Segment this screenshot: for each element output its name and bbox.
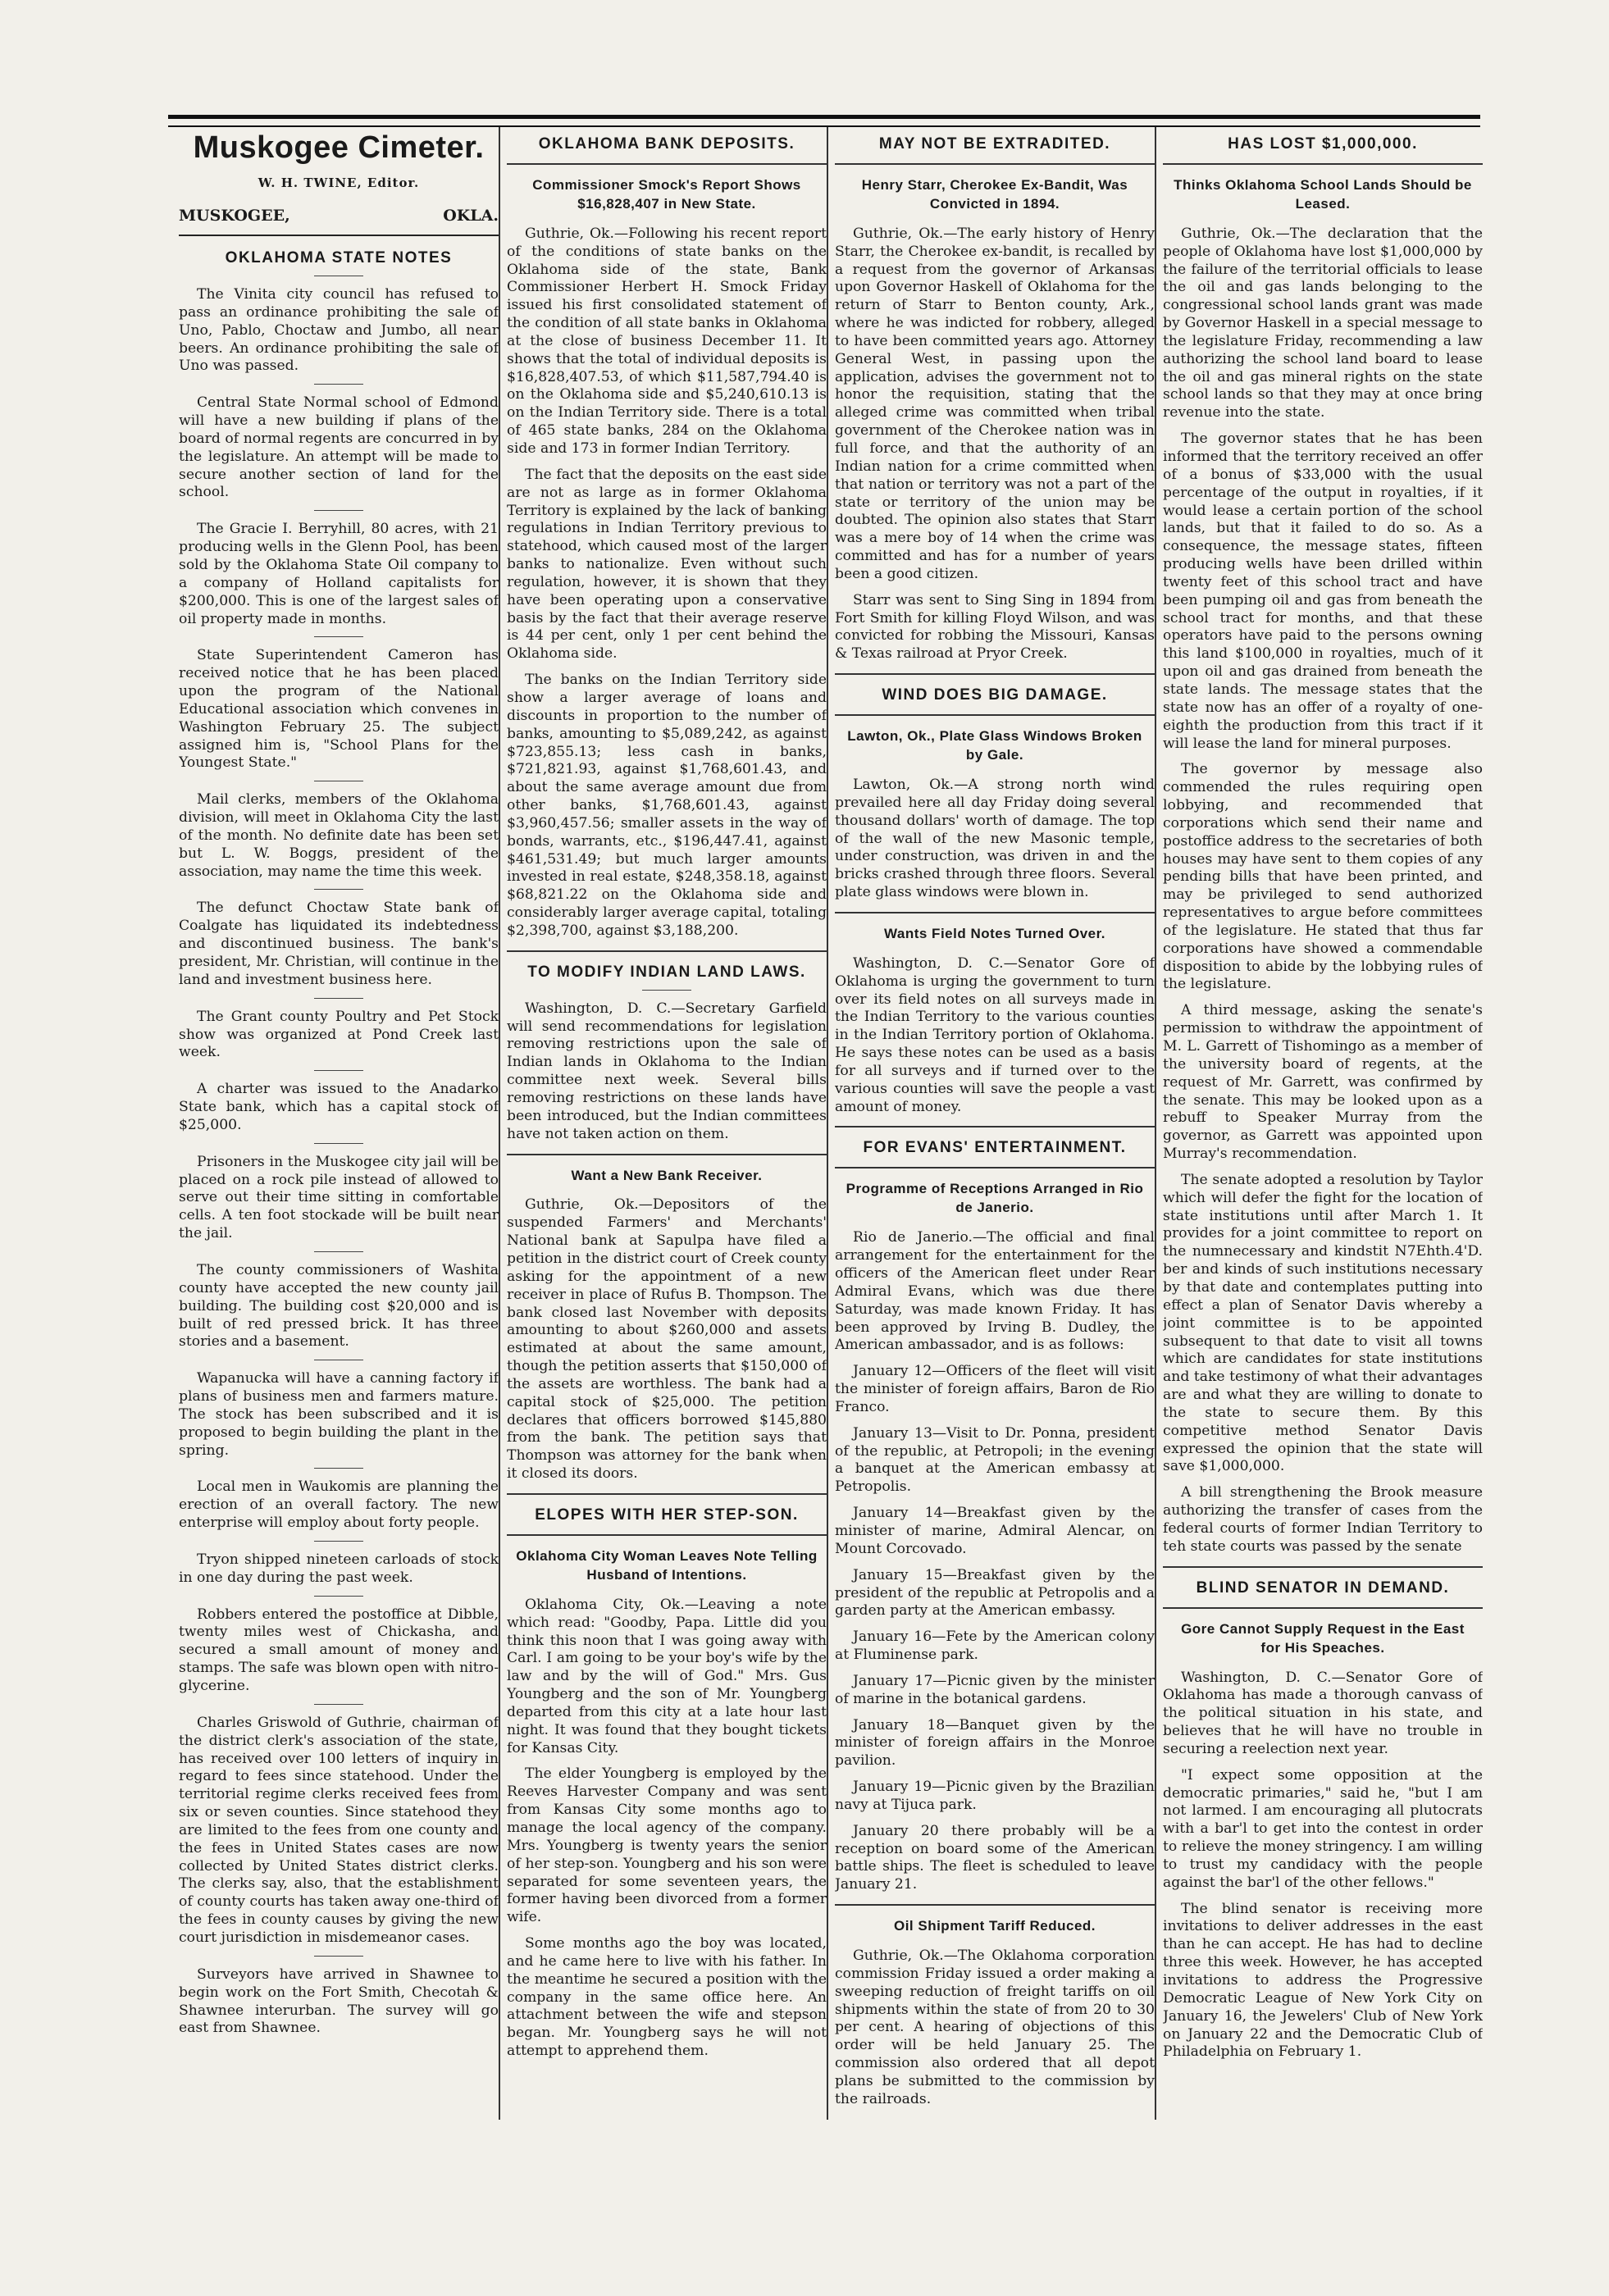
separator [835, 163, 1155, 165]
column-4 [1163, 127, 1483, 2144]
wind-damage-heading: WIND DOES BIG DAMAGE. [882, 686, 1108, 704]
article-body [835, 955, 1155, 1117]
state-note: Mail clerks, members of the Oklahoma division, will meet in Oklahoma City the last of the month. No definite date has been set but L. W. Boggs, president of the association, may name the time this week. [179, 791, 499, 880]
separator [314, 1541, 363, 1542]
separator [314, 1956, 363, 1957]
state-note: Surveyors have arrived in Shawnee to begin work on the Fort Smith, Checotah & Shawnee interurban. The survey will go east from Shawnee. [179, 1966, 499, 2037]
article-paragraph: Some months ago the boy was located, and he came here to live with his father. In the meantime he secured a position with the company in the same office here. An attachment between the wife and stepson began. Mr. Youngberg says he will not attempt to apprehend them. [507, 1935, 827, 2060]
blind-senator-heading: BLIND SENATOR IN DEMAND. [1196, 1578, 1450, 1597]
article-body [1163, 1670, 1483, 2062]
separator [642, 990, 691, 991]
lost-million-heading: HAS LOST $1,000,000. [1228, 135, 1418, 153]
elopes-heading: ELOPES WITH HER STEP-SON. [535, 1506, 799, 1524]
article-paragraph: January 13—Visit to Dr. Ponna, president of the republic, at Petropoli; in the evening a banquet at the American embassy at Petropolis. [835, 1424, 1155, 1496]
article-paragraph: A third message, asking the senate's permission to withdraw the appointment of M. L. Garrett of Tishomingo as a member of the university board of regents, at the request of Mr. Garrett, was confirmed by the senate. This may be looked upon as a rebuff to Speaker Murray from the governor, as Garrett was appointed upon Murray's recommendation. [1163, 1002, 1483, 1163]
extradited-subheading: Henry Starr, Cherokee Ex-Bandit, Was Convicted in 1894. [861, 177, 1128, 212]
state-note: Tryon shipped nineteen carloads of stock in one day during the past week. [179, 1551, 499, 1586]
evans-subheading: Programme of Receptions Arranged in Rio de Janerio. [846, 1181, 1144, 1216]
article-body [835, 1947, 1155, 2109]
article-paragraph: Washington, D. C.—Senator Gore of Oklahoma is urging the government to turn over its field notes on all surveys made in the Indian Territory to the various counties in the Indian Territory portion of Oklahoma. He says these notes can be used as a basis for all surveys and if turned over to the various counties will save the people a vast amount of money. [835, 954, 1155, 1115]
separator [507, 163, 827, 165]
wind-damage-subheading: Lawton, Ok., Plate Glass Windows Broken by Gale. [847, 728, 1142, 763]
article-body [835, 1229, 1155, 1894]
article-paragraph: Guthrie, Ok.—Depositors of the suspended Farmers' and Merchants' National bank at Sapulpa have filed a petition in the district court of Creek county asking for the appointment of a new receiver in place of Rufus B. Thompson. The bank closed last November with deposits amounting to about $260,000 and assets estimated at about the same amount, though the petition asserts that $150,000 of the assets are worthless. The bank had a capital stock of $25,000. The petition declares that officers borrowed $145,880 from the bank. The petition says that Thompson was attorney for the bank when it closed its doors. [507, 1196, 827, 1483]
column-3 [835, 127, 1155, 2144]
evans-heading: FOR EVANS' ENTERTAINMENT. [863, 1139, 1127, 1157]
separator [1163, 163, 1483, 165]
article-paragraph: The elder Youngberg is employed by the Reeves Harvester Company and was sent from Kansas City some months ago to manage the local agency of the company. Mrs. Youngberg is twenty years the senior of her step-son. Youngberg and his son were separated for some seventeen years, the former having been divorced from a former wife. [507, 1765, 827, 1926]
separator [507, 950, 827, 952]
article-paragraph: The banks on the Indian Territory side show a larger average of loans and discounts in proportion to the number of banks, amounting to $5,089,242, as against $723,855.13; less cash in banks, $721,821.93, against $1,768,601.43, and about the same average amount due from other banks, $1,768,601.43, against $3,960,457.56; smaller assets in the way of bonds, warrants, etc., $196,447.41, against $461,531.49; but much larger amounts invested in real estate, $248,358.18, against $68,821.22 on the Oklahoma side and considerably larger average capital, totaling $2,398,700, against $3,188,200. [507, 672, 827, 939]
separator [1163, 1607, 1483, 1609]
separator [314, 1143, 363, 1144]
dateline-place: MUSKOGEE, [179, 207, 290, 225]
state-notes-list [179, 286, 499, 2038]
article-paragraph: The senate adopted a resolution by Taylor which will defer the fight for the location of state institutions until after March 1. It provides for a joint committee to report on the numnecessary and kindstit N7Ehth.4'D. ber and kinds of such institutions necessary by that date and contemplates putting into effect a plan of Senator Davis whereby a joint committee is to be appointed subsequent to that date to visit all towns which are candidates for state institutions and take testimony of what their advantages are and what they are willing to donate to the state to secure them. By this competitive method Senator Davis expressed the opinion that the state will save $1,000,000. [1163, 1171, 1483, 1475]
article-body [1163, 226, 1483, 1556]
state-note: Local men in Waukomis are planning the erection of an overall factory. The new enterprise will employ about forty people. [179, 1478, 499, 1532]
column-rule [499, 127, 500, 2120]
state-note: Prisoners in the Muskogee city jail will be placed on a rock pile instead of allowed to serve out their time sitting in comfortable cells. A ten foot stockade will be built near the jail. [179, 1153, 499, 1242]
field-notes-subheading: Wants Field Notes Turned Over. [883, 925, 1106, 941]
state-note: The Grant county Poultry and Pet Stock show was organized at Pond Creek last week. [179, 1008, 499, 1061]
state-note: State Superintendent Cameron has received notice that he has been placed upon the program of the National Educational association which convenes in Washington February 25. The subject assigned him is, "School Plans for the Youngest State." [179, 647, 499, 772]
article-paragraph: January 20 there probably will be a reception on board some of the American battle ships. The fleet is scheduled to leave January 21. [835, 1822, 1155, 1893]
article-paragraph: January 18—Banquet given by the minister of foreign affairs in the Monroe pavilion. [835, 1716, 1155, 1770]
article-paragraph: The governor states that he has been informed that the territory received an offer of a bonus of $33,000 with the usual percentage of the output in royalties, if it would lease a certain portion of the school lands, but that it failed to do so. As a consequence, the message states, fifteen producing wells have been drilled within twenty feet of this school tract and have been pumping oil and gas from beneath the school tract for months, and that these operators have paid to the persons owning this land $100,000 in royalties, much of it upon oil and gas drained from beneath the state lands. The message states that the state now has an offer of a royalty of one-eighth the production from this tract if it will lease the land for mineral purposes. [1163, 430, 1483, 752]
separator [835, 714, 1155, 716]
separator [314, 1704, 363, 1705]
separator [314, 510, 363, 511]
separator [314, 1070, 363, 1071]
separator [314, 1596, 363, 1597]
article-paragraph: Guthrie, Ok.—The early history of Henry Starr, the Cherokee ex-bandit, is recalled by a request from the governor of Arkansas upon Governor Haskell of Oklahoma for the return of Starr to Benton county, Ark., where he was indicted for robbery, alleged to have been committed years ago. Attorney General West, in passing upon the application, advises the government not to honor the requisition, stating that the alleged crime was committed when tribal government of the Cherokee nation was in full force, and that the authority of an Indian nation for a crime committed when that nation or territory was not a part of the state or territory of the union may be doubted. The opinion also states that Starr was a mere boy of 14 when the crime was committed and has for a number of years been a good citizen. [835, 225, 1155, 582]
separator [314, 384, 363, 385]
bank-deposits-subheading: Commissioner Smock's Report Shows $16,828,407 in New State. [532, 177, 801, 212]
state-notes-heading: OKLAHOMA STATE NOTES [225, 249, 453, 266]
article-paragraph: Guthrie, Ok.—The declaration that the people of Oklahoma have lost $1,000,000 by the failure of the territorial officials to lease the oil and gas lands belonging to the congressional school lands grant was made by Governor Haskell in a special message to the legislature Friday, recommending a law authorizing the school land board to lease the oil and gas mineral rights on the state school lands so that they may at once bring revenue into the state. [1163, 225, 1483, 421]
article-paragraph: January 19—Picnic given by the Brazilian navy at Tijuca park. [835, 1779, 1155, 1813]
article-paragraph: Oklahoma City, Ok.—Leaving a note which read: "Goodby, Papa. Little did you think this noon that I was going away with Carl. I am going to be your boy's wife by the law and by the will of God." Mrs. Gus Youngberg and the son of Mr. Youngberg departed from this city at a late hour last night. It was found that they bought tickets for Kansas City. [507, 1596, 827, 1756]
oil-tariff-subheading: Oil Shipment Tariff Reduced. [893, 1918, 1096, 1934]
blind-senator-subheading: Gore Cannot Supply Request in the East for His Speaches. [1181, 1620, 1465, 1656]
article-paragraph: The fact that the deposits on the east side are not as large as in former Oklahoma Territory is explained by the lack of banking regulations in Indian Territory previous to statehood, which caused most of the larger banks to nationalize. Even without such regulation, however, it is shown that they have been operating upon a conservative basis by the fact that their average reserve is 44 per cent, only 1 per cent behind the Oklahoma side. [507, 466, 827, 663]
state-note: The Vinita city council has refused to pass an ordinance prohibiting the sale of Uno, Pablo, Choctaw and Jumbo, all near beers. An ordinance prohibiting the sale of Uno was passed. [179, 286, 499, 375]
state-note: Charles Griswold of Guthrie, chairman of the district clerk's association of the state, has received over 100 letters of inquiry in regard to fees since statehood. Under the territorial regime clerks received fees from six or seven counties. Since statehood they are limited to the fees from one county and the fees in United States cases are now collected by United States district clerks. The clerks say, also, that the establishment of county courts has taken away one-third of the fees in county causes by giving the new court jurisdiction in misdemeanor cases. [179, 1714, 499, 1946]
article-body [835, 226, 1155, 663]
state-note: Central State Normal school of Edmond will have a new building if plans of the board of normal regents are concurred in by the legislature. An attempt will be made to secure another section of land for the school. [179, 394, 499, 501]
column-rule [827, 127, 828, 2120]
column-1 [179, 127, 499, 2144]
article-paragraph: Washington, D. C.—Senator Gore of Oklahoma has made a thorough canvass of the political situation in his state, and believes that he will have no trouble in securing a reelection next year. [1163, 1669, 1483, 1757]
article-paragraph: January 15—Breakfast given by the president of the republic at Petropolis and a garden party at the American embassy. [835, 1566, 1155, 1620]
article-body [507, 1196, 827, 1483]
article-body [507, 1000, 827, 1144]
separator [507, 1154, 827, 1155]
article-paragraph: January 16—Fete by the American colony at Fluminense park. [835, 1629, 1155, 1664]
article-paragraph: Guthrie, Ok.—The Oklahoma corporation commission Friday issued a order making a sweeping reduction of freight tariffs on oil shipments within the state of from 20 to 30 per cent. A hearing of objections of this order will be held January 25. The commission also ordered that all depot plans be submitted to the commission by the railroads. [835, 1947, 1155, 2107]
dateline-state: OKLA. [443, 207, 499, 225]
elopes-subheading: Oklahoma City Woman Leaves Note Telling Husband of Intentions. [516, 1547, 818, 1583]
dateline [179, 207, 499, 236]
separator [507, 1493, 827, 1495]
extradited-heading: MAY NOT BE EXTRADITED. [878, 135, 1111, 153]
article-paragraph: The blind senator is receiving more invitations to deliver addresses in the east than he can accept. He has had to decline three this week. However, he has accepted invitations to address the Progressive Democratic League of New York City on January 16, the Jewelers' Club of New York on January 22 and the Democratic Club of Philadelphia on February 1. [1163, 1900, 1483, 2061]
column-2 [507, 127, 827, 2144]
article-paragraph: January 17—Picnic given by the minister of marine in the botanical gardens. [835, 1672, 1155, 1707]
article-paragraph: "I expect some opposition at the democratic primaries," said he, "but I am not larmed. I am encouraging all plutocrats with a bar'l to get into the contest in order to relieve the money stringency. I am willing to trust my candidacy with the people against the bar'l of the other fellows." [1163, 1766, 1483, 1891]
top-rule [168, 115, 1480, 127]
state-note: The defunct Choctaw State bank of Coalgate has liquidated its indebtedness and discontinued business. The bank's president, Mr. Christian, will continue in the land and investment business here. [179, 900, 499, 988]
masthead-editor: W. H. TWINE, Editor. [258, 175, 420, 190]
article-paragraph: January 14—Breakfast given by the minister of marine, Admiral Alencar, on Mount Corcovado. [835, 1505, 1155, 1557]
article-paragraph: January 12—Officers of the fleet will visit the minister of foreign affairs, Baron de Rio Franco. [835, 1363, 1155, 1415]
bank-deposits-heading: OKLAHOMA BANK DEPOSITS. [538, 135, 795, 153]
state-note: Robbers entered the postoffice at Dibble, twenty miles west of Chickasha, and secured a small amount of money and stamps. The safe was blown open with nitro-glycerine. [179, 1606, 499, 1694]
separator [314, 636, 363, 637]
separator [314, 998, 363, 999]
separator [835, 912, 1155, 913]
state-note: The Gracie I. Berryhill, 80 acres, with 21 producing wells in the Glenn Pool, has been sold by the Oklahoma State Oil company to a company of Holland capitalists for $200,000. This is one of the largest sales of oil property made in months. [179, 521, 499, 627]
separator [314, 1468, 363, 1469]
separator [835, 1167, 1155, 1168]
indian-land-heading: TO MODIFY INDIAN LAND LAWS. [527, 963, 806, 981]
lost-million-subheading: Thinks Oklahoma School Lands Should be Leased. [1174, 177, 1472, 212]
state-note: The county commissioners of Washita county have accepted the new county jail building. The building cost $20,000 and is built of red pressed brick. It has three stories and a basement. [179, 1261, 499, 1351]
separator [835, 673, 1155, 675]
article-body [507, 226, 827, 941]
masthead-title: Muskogee Cimeter. [193, 130, 485, 165]
separator [1163, 1566, 1483, 1568]
article-body [507, 1597, 827, 2061]
column-rule [1155, 127, 1156, 2120]
article-paragraph: Washington, D. C.—Secretary Garfield will send recommendations for legislation removing restrictions upon the sale of Indian lands in Oklahoma to the Indian committee next week. Several bills removing restrictions on these lands have been introduced, but the Indian committees have not taken action on them. [507, 1000, 827, 1142]
bank-receiver-subheading: Want a New Bank Receiver. [571, 1167, 763, 1183]
separator [507, 1534, 827, 1536]
article-paragraph: Starr was sent to Sing Sing in 1894 from Fort Smith for killing Floyd Wilson, and was convicted for robbing the Missouri, Kansas & Texas railroad at Pryor Creek. [835, 591, 1155, 663]
article-body [835, 777, 1155, 902]
article-paragraph: Rio de Janerio.—The official and final arrangement for the entertainment for the officers of the American fleet under Rear Admiral Evans, which was due there Saturday, was made known Friday. It has been approved by Irving B. Dudley, the American ambassador, and is as follows: [835, 1229, 1155, 1354]
article-paragraph: The governor by message also commended the rules requiring open lobbying, and recommended that corporations which send their name and postoffice address to the secretaries of both houses may have sent to them copies of any pending bills that have been printed, and may be privileged to send authorized representatives to argue before committees of the legislature. He stated that thus far corporations have showed a commendable disposition to abide by the lobbying rules of the legislature. [1163, 761, 1483, 993]
separator [314, 889, 363, 890]
article-paragraph: A bill strengthening the Brook measure authorizing the transfer of cases from the federal courts of former Indian Territory to teh state courts was passed by the senate [1163, 1484, 1483, 1555]
separator [835, 1904, 1155, 1906]
state-note: A charter was issued to the Anadarko State bank, which has a capital stock of $25,000. [179, 1081, 499, 1133]
article-paragraph: Guthrie, Ok.—Following his recent report of the conditions of state banks on the Oklahoma side of the state, Bank Commissioner Herbert H. Smock Friday issued his first consolidated statement of the condition of all state banks in Oklahoma at the close of business December 11. It shows that the total of individual deposits is $16,828,407.53, of which $11,587,794.40 is on the Oklahoma side and $5,240,610.13 is on the Indian Territory side. There is a total of 465 state banks, 284 on the Oklahoma side and 173 in former Indian Territory. [507, 225, 827, 457]
separator [835, 1126, 1155, 1128]
article-paragraph: Lawton, Ok.—A strong north wind prevailed here all day Friday doing several thousand dollars' worth of damage. The top of the wall of the new Masonic temple, under construction, was driven in and the bricks crashed through three floors. Several plate glass windows were blown in. [835, 777, 1155, 901]
separator [314, 1251, 363, 1252]
state-note: Wapanucka will have a canning factory if plans of business men and farmers mature. The stock has been subscribed and it is proposed to begin building the plant in the spring. [179, 1370, 499, 1459]
